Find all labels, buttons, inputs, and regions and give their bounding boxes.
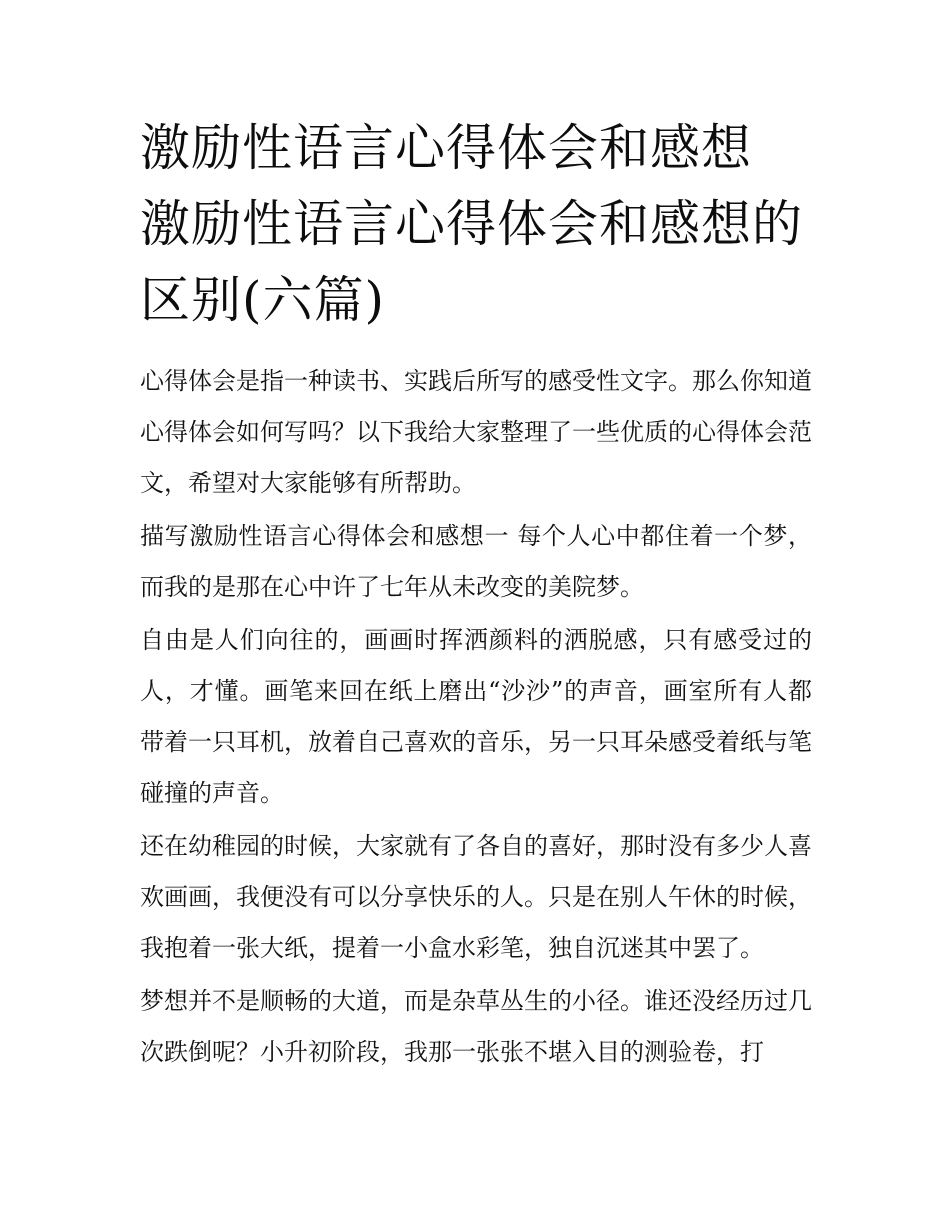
paragraph-3: 还在幼稚园的时候，大家就有了各自的喜好，那时没有多少人喜欢画画，我便没有可以分享快乐的人。只是在别人午休的时候，我抱着一张大纸，提着一小盒水彩笔，独自沉迷其中罢了。: [140, 832, 812, 962]
paragraph-4: 梦想并不是顺畅的大道，而是杂草丛生的小径。谁还没经历过几次跌倒呢？小升初阶段，我那一张张不堪入目的测验卷，打: [140, 987, 812, 1066]
document-page: [140, 110, 812, 1080]
paragraph-1: 描写激励性语言心得体会和感想一 每个人心中都住着一个梦，而我的是那在心中许了七年从未改变的美院梦。: [140, 522, 812, 601]
document-body: [140, 356, 812, 1078]
paragraph-intro: 心得体会是指一种读书、实践后所写的感受性文字。那么你知道心得体会如何写吗？以下我给大家整理了一些优质的心得体会范文，希望对大家能够有所帮助。: [140, 367, 812, 497]
paragraph-2: 自由是人们向往的，画画时挥洒颜料的洒脱感，只有感受过的人，才懂。画笔来回在纸上磨出“沙沙”的声音，画室所有人都带着一只耳机，放着自己喜欢的音乐，另一只耳朵感受着纸与笔碰撞的声音。: [140, 626, 812, 807]
document-title: 激励性语言心得体会和感想 激励性语言心得体会和感想的区别(六篇): [140, 119, 803, 329]
